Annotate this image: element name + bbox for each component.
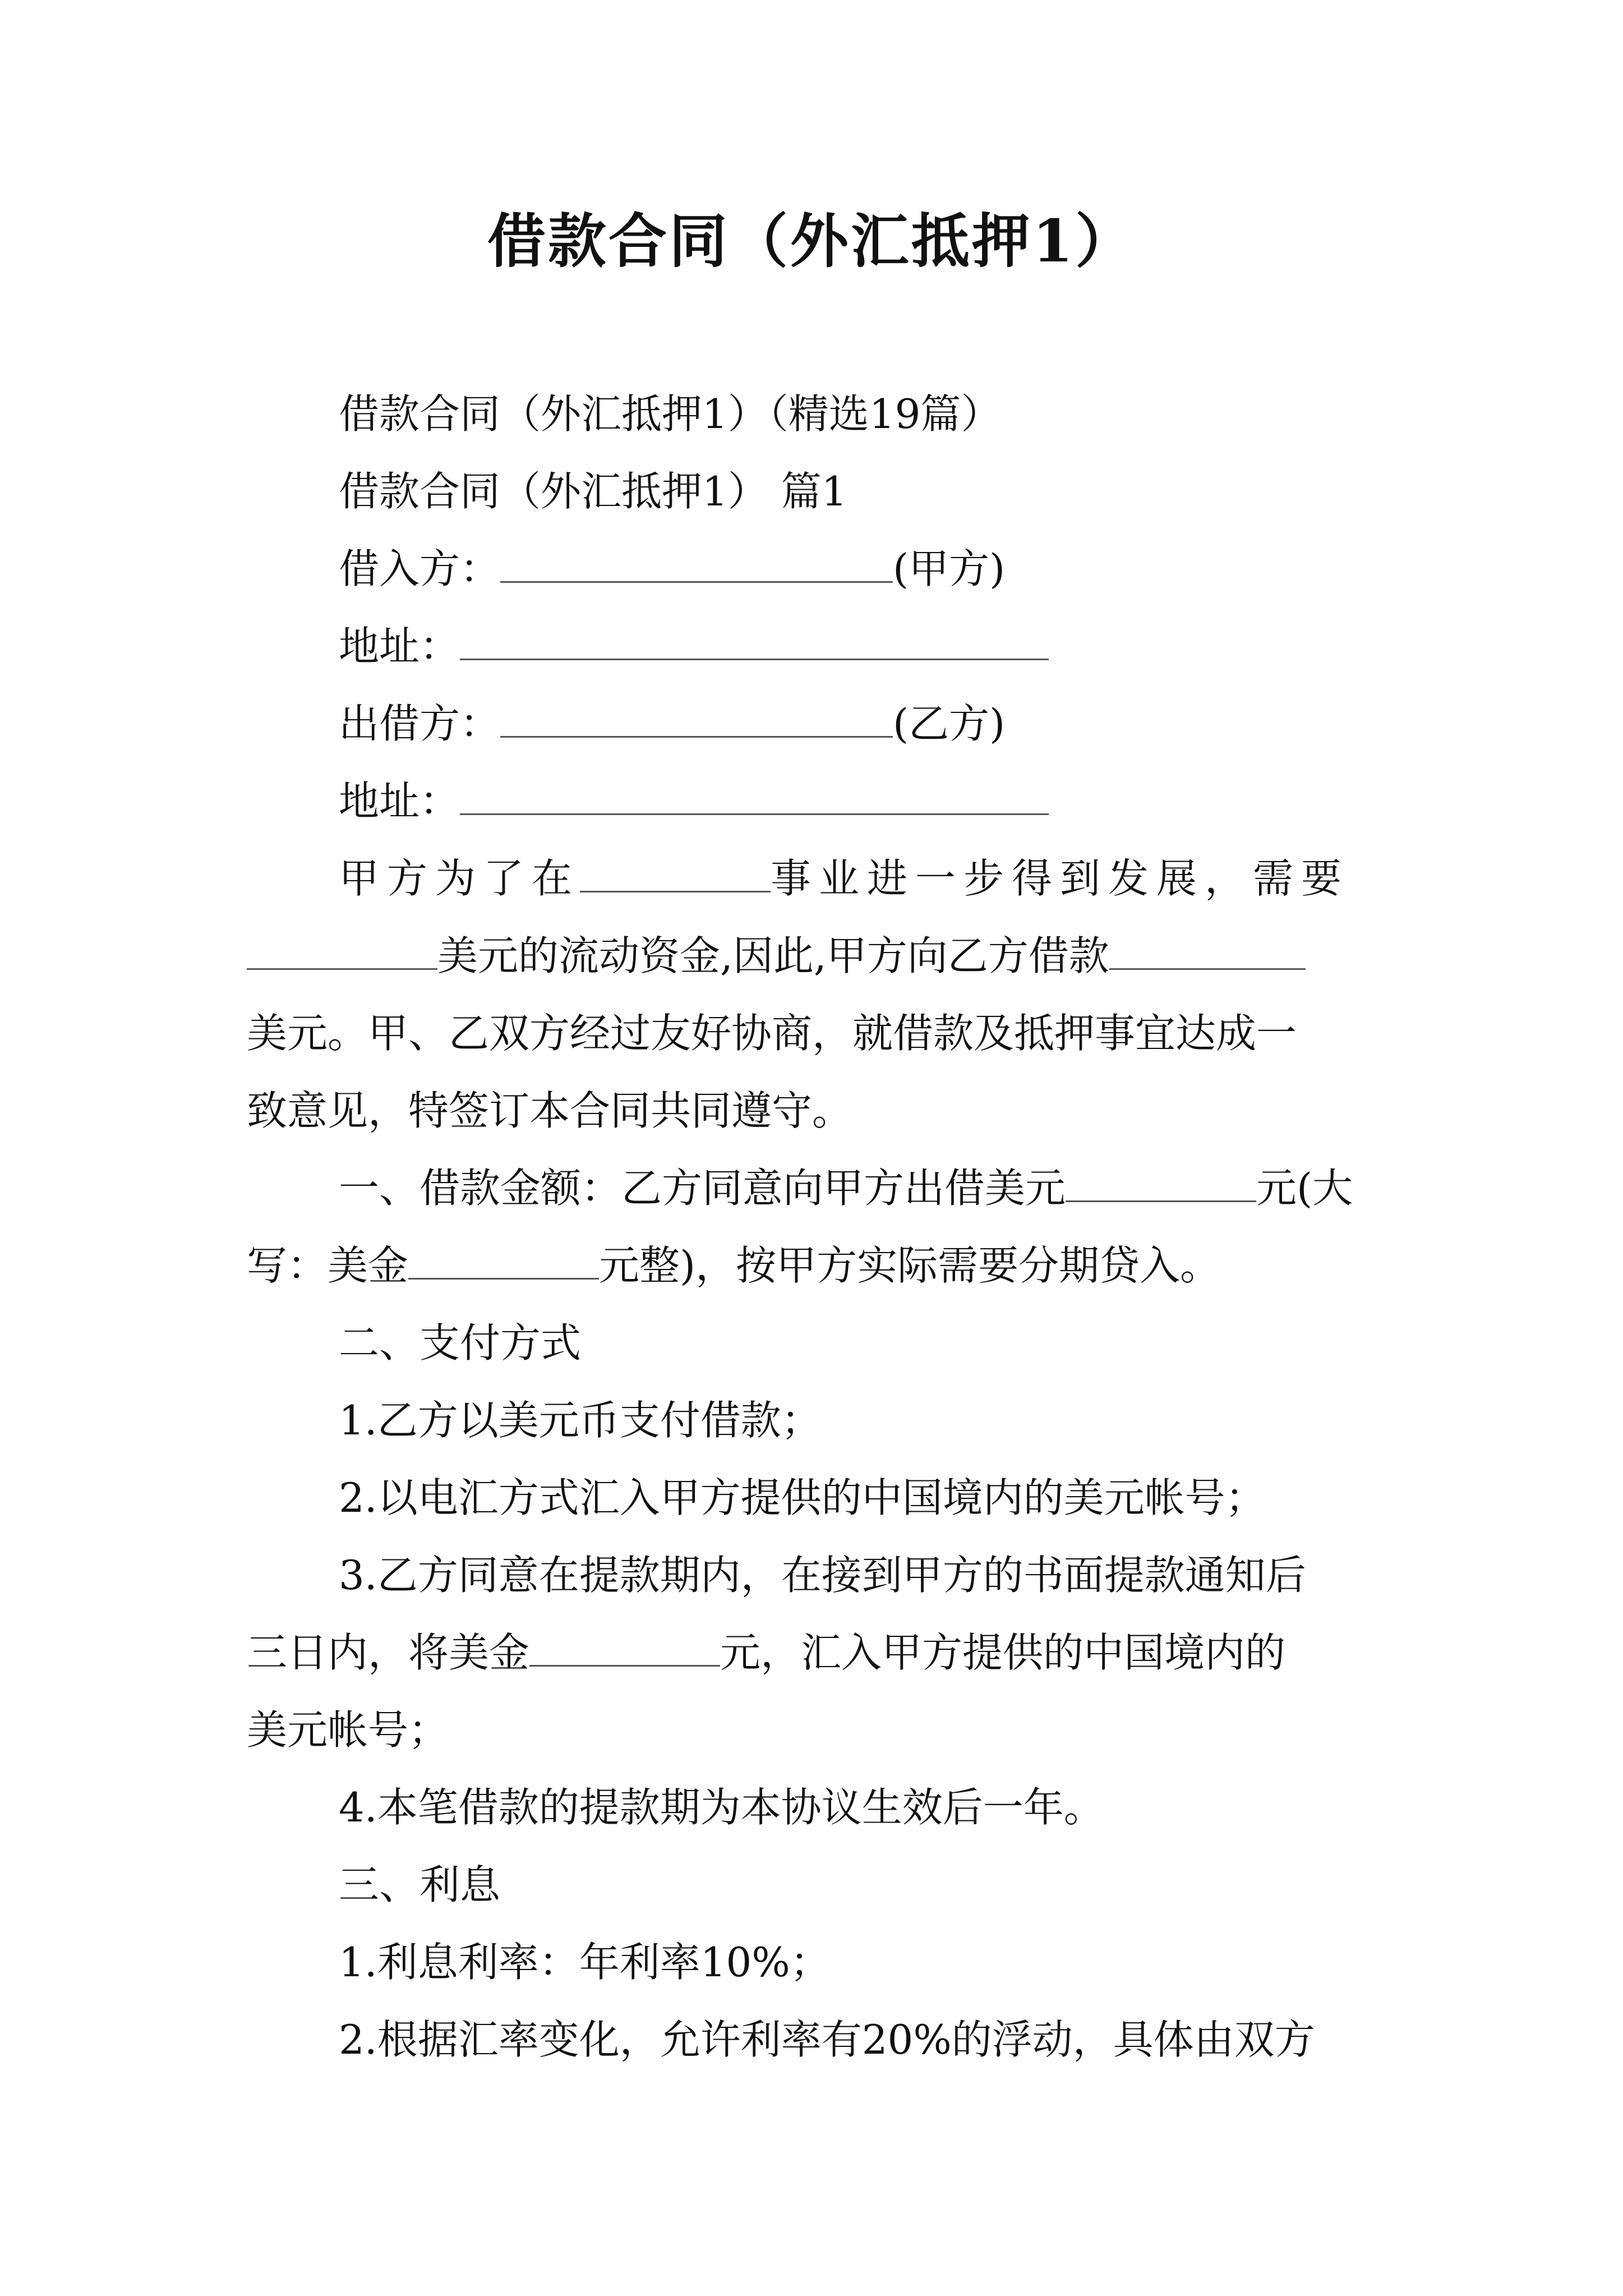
loan-amount-text: 元(大 xyxy=(1256,1165,1353,1212)
clause-text: 1.利息利率：年利率10%； xyxy=(339,1939,831,1986)
clause-text: 美元帐号； xyxy=(247,1706,449,1754)
lender-address-line xyxy=(339,774,1049,828)
clause-line xyxy=(339,1780,1104,1834)
lender-address-label: 地址： xyxy=(339,777,460,825)
borrower-line xyxy=(339,542,1005,596)
document-title: 借款合同（外汇抵押1） xyxy=(487,206,1136,275)
subtitle-text: 借款合同（外汇抵押1）（精选19篇） xyxy=(339,390,1002,438)
borrower-blank xyxy=(500,546,893,583)
clause-text: 4.本笔借款的提款期为本协议生效后一年。 xyxy=(339,1784,1104,1831)
borrower-address-label: 地址： xyxy=(339,623,460,670)
section-heading-text: 二、支付方式 xyxy=(339,1319,582,1366)
clause-blank xyxy=(529,1630,720,1667)
clause-text: 1.乙方以美元币支付借款； xyxy=(339,1397,822,1444)
section-heading-line xyxy=(339,464,847,518)
loan-amount-text: 元整)，按甲方实际需要分期贷入。 xyxy=(599,1242,1221,1289)
paragraph-line xyxy=(339,852,1349,905)
loan-amount-line xyxy=(247,1239,1220,1292)
clause-line xyxy=(339,1471,1266,1525)
borrower-address-line xyxy=(339,619,1049,673)
lender-blank xyxy=(500,701,893,738)
loan-amount-text: 一、借款金额：乙方同意向甲方出借美元 xyxy=(339,1165,1066,1212)
subtitle-line xyxy=(339,387,1001,441)
clause-text: 2.根据汇率变化，允许利率有20%的浮动，具体由双方 xyxy=(339,2016,1315,2063)
clause-text: 2.以电汇方式汇入甲方提供的中国境内的美元帐号； xyxy=(339,1474,1266,1521)
paragraph-text: 事业进一步得到发展，需要 xyxy=(771,855,1350,902)
lender-address-blank xyxy=(460,779,1049,815)
paragraph-line xyxy=(247,929,1306,983)
lender-line xyxy=(339,697,1005,751)
clause-line xyxy=(339,1548,1306,1602)
paragraph-blank xyxy=(247,933,437,970)
paragraph-blank xyxy=(580,856,771,892)
clause-text: 3.乙方同意在提款期内，在接到甲方的书面提款通知后 xyxy=(339,1552,1306,1599)
lender-label: 出借方： xyxy=(339,700,501,747)
paragraph-line xyxy=(247,1084,852,1138)
loan-amount-text: 写：美金 xyxy=(247,1242,409,1289)
paragraph-text: 甲方为了在 xyxy=(339,855,580,902)
section-heading-line xyxy=(339,1316,581,1370)
clause-text: 三日内，将美金 xyxy=(247,1629,530,1676)
clause-text: 元，汇入甲方提供的中国境内的 xyxy=(720,1629,1286,1676)
paragraph-text: 致意见，特签订本合同共同遵守。 xyxy=(247,1087,853,1134)
loan-amount-blank xyxy=(1066,1166,1256,1202)
clause-line xyxy=(339,1935,831,1989)
lender-suffix: (乙方) xyxy=(893,700,1006,747)
clause-line xyxy=(339,1393,822,1447)
clause-line xyxy=(247,1626,1285,1680)
paragraph-line xyxy=(247,1006,1297,1060)
borrower-suffix: (甲方) xyxy=(893,545,1006,592)
clause-line xyxy=(339,2013,1315,2067)
borrower-label: 借入方： xyxy=(339,545,501,592)
paragraph-text: 美元。甲、乙双方经过友好协商，就借款及抵押事宜达成一 xyxy=(247,1010,1297,1057)
borrower-address-blank xyxy=(460,624,1049,660)
loan-amount-blank xyxy=(408,1243,599,1280)
paragraph-text: 美元的流动资金,因此,甲方向乙方借款 xyxy=(437,932,1109,979)
section-heading-line xyxy=(339,1858,500,1912)
clause-line xyxy=(247,1703,449,1757)
section-heading-text: 三、利息 xyxy=(339,1861,501,1908)
loan-amount-line xyxy=(339,1161,1353,1215)
paragraph-blank xyxy=(1109,933,1306,970)
section-heading-text: 借款合同（外汇抵押1） 篇1 xyxy=(339,468,847,515)
